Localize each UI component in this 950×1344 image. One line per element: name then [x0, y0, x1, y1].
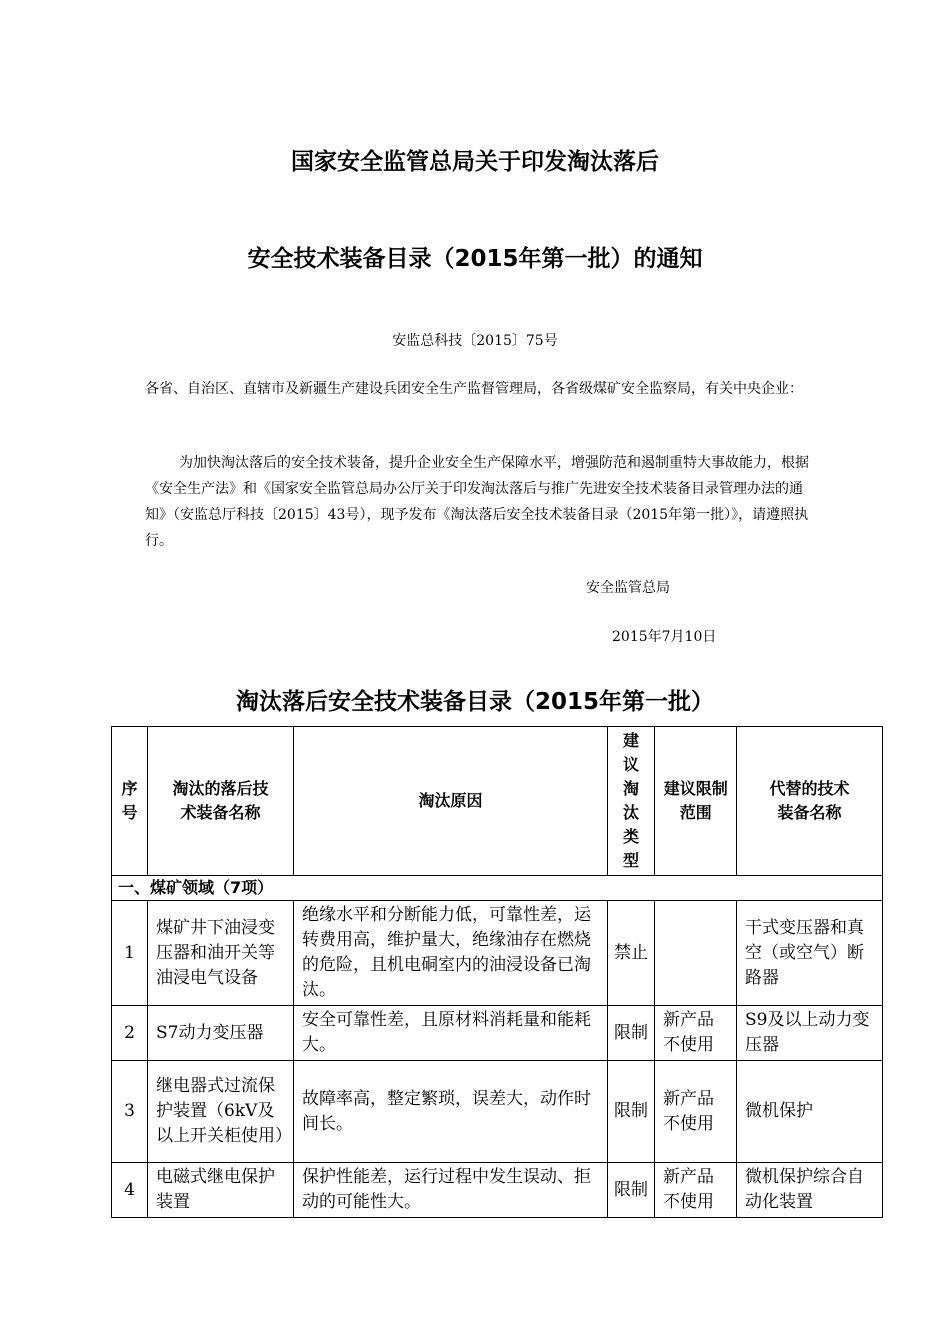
row-type: 限制	[608, 1163, 655, 1218]
row-type: 限制	[608, 1006, 655, 1061]
row-replacement: 微机保护	[737, 1061, 883, 1163]
issue-date: 2015年7月10日	[612, 629, 717, 645]
row-scope: 新产品不使用	[655, 1061, 737, 1163]
row-scope	[655, 901, 737, 1006]
table-row	[112, 1163, 883, 1218]
row-replacement: S9及以上动力变压器	[737, 1006, 883, 1061]
section-row	[112, 876, 883, 901]
header-name: 淘汰的落后技术装备名称	[148, 727, 294, 876]
row-scope: 新产品不使用	[655, 1163, 737, 1218]
header-no: 序号	[112, 727, 148, 876]
row-reason: 故障率高，整定繁琐，误差大，动作时间长。	[294, 1061, 608, 1163]
header-reason: 淘汰原因	[294, 727, 608, 876]
row-no: 2	[112, 1006, 148, 1061]
row-name: 煤矿井下油浸变压器和油开关等油浸电气设备	[148, 901, 294, 1006]
notice-title-line2: 安全技术装备目录（2015年第一批）的通知	[247, 246, 703, 272]
section-label: 一、煤矿领域（7项）	[112, 876, 883, 901]
row-reason: 绝缘水平和分断能力低，可靠性差，运转费用高，维护量大，绝缘油存在燃烧的危险，且机电硐室内的油浸设备已淘汰。	[294, 901, 608, 1006]
document-number: 安监总科技〔2015〕75号	[392, 333, 558, 349]
row-no: 4	[112, 1163, 148, 1218]
table-row	[112, 1061, 883, 1163]
row-replacement: 干式变压器和真空（或空气）断路器	[737, 901, 883, 1006]
row-type: 禁止	[608, 901, 655, 1006]
row-reason: 安全可靠性差，且原材料消耗量和能耗大。	[294, 1006, 608, 1061]
row-reason: 保护性能差，运行过程中发生误动、拒动的可能性大。	[294, 1163, 608, 1218]
catalog-table	[111, 726, 883, 1218]
row-name: 继电器式过流保护装置（6kV及以上开关柜使用）	[148, 1061, 294, 1163]
row-no: 3	[112, 1061, 148, 1163]
header-scope: 建议限制范围	[655, 727, 737, 876]
header-type: 建议淘汰类型	[608, 727, 655, 876]
row-no: 1	[112, 901, 148, 1006]
table-header-row	[112, 727, 883, 876]
notice-body: 为加快淘汰落后的安全技术装备，提升企业安全生产保障水平，增强防范和遏制重特大事故能力，根据《安全生产法》和《国家安全监管总局办公厅关于印发淘汰落后与推广先进安全技术装备目录管理办法的通知》（安监总厅科技〔2015〕43号），现予发布《淘汰落后安全技术装备目录（2015年第一批）》，请遵照执行。	[145, 455, 809, 549]
catalog-title: 淘汰落后安全技术装备目录（2015年第一批）	[235, 689, 714, 715]
table-row	[112, 1006, 883, 1061]
table-row	[112, 901, 883, 1006]
row-scope: 新产品不使用	[655, 1006, 737, 1061]
notice-title-line1: 国家安全监管总局关于印发淘汰落后	[291, 149, 659, 175]
header-replacement: 代替的技术装备名称	[737, 727, 883, 876]
addressee: 各省、自治区、直辖市及新疆生产建设兵团安全生产监督管理局，各省级煤矿安全监察局，有关中央企业：	[145, 381, 803, 397]
signature: 安全监管总局	[586, 580, 670, 596]
row-replacement: 微机保护综合自动化装置	[737, 1163, 883, 1218]
row-name: S7动力变压器	[148, 1006, 294, 1061]
row-name: 电磁式继电保护装置	[148, 1163, 294, 1218]
row-type: 限制	[608, 1061, 655, 1163]
